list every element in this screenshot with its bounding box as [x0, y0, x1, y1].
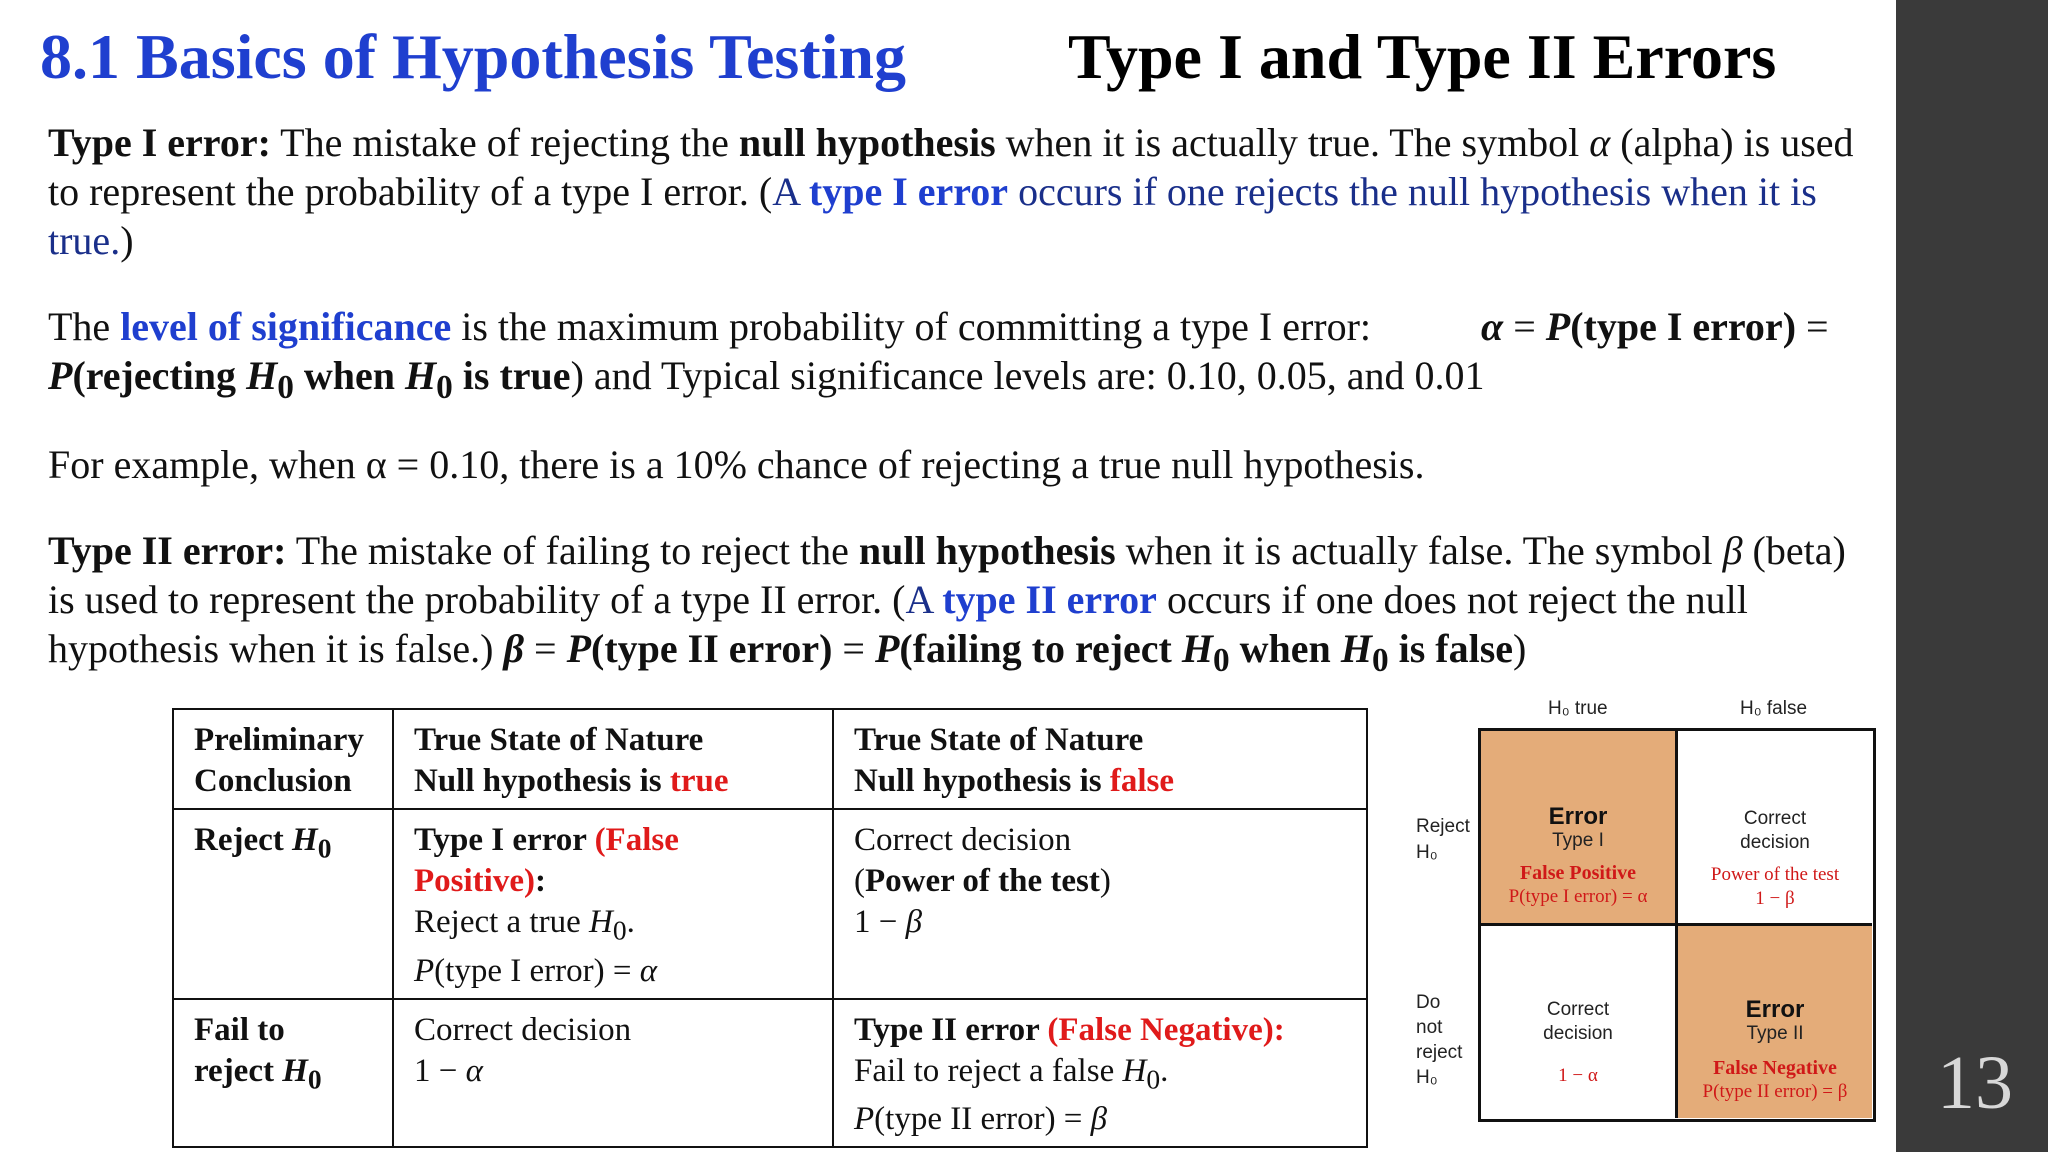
diagram-row-reject: Reject H₀: [1416, 816, 1470, 863]
type-two-error-paragraph: Type II error: The mistake of failing to reject the null hypothesis when it is actually false. The symbol β (beta) is used to represent the probability of a type II error. (A type II error occurs if one does not reject the null hypothesis when it is false.) β = P(type II error) = P(failing to reject $H_0$ when $H_0$ is false): [48, 528, 1846, 679]
slide-subtitle: Type I and Type II Errors: [1068, 21, 1777, 92]
table-header-row: [173, 709, 1367, 809]
cell-fail-to-reject-h0: Fail to reject $H_0$: [173, 999, 393, 1148]
error-diagram: [1400, 690, 1880, 1130]
diagram-row-do-not-reject: Do not reject H₀: [1416, 992, 1463, 1088]
diagram-col-h0-true: H₀ true: [1548, 698, 1608, 719]
cell-correct-decision: Correct decision 1 − α: [393, 999, 833, 1148]
slide-sidebar: [1896, 0, 2048, 1152]
header-h0-false: True State of Nature Null hypothesis is false: [833, 709, 1367, 809]
diagram-grid: [1478, 728, 1876, 1122]
header-preliminary-conclusion: Preliminary Conclusion: [173, 709, 393, 809]
decision-table: [172, 708, 1368, 1148]
diagram-col-h0-false: H₀ false: [1740, 698, 1808, 719]
page-number: 13: [1937, 1041, 2013, 1125]
diagram-cell-type-one: Error Type I False Positive P(type I error) = α: [1481, 731, 1678, 926]
type-one-error-paragraph: Type I error: The mistake of rejecting the null hypothesis when it is actually true. The symbol α (alpha) is used to represent the probability of a type I error. (A type I error occurs if one rejects the null hypothesis when it is true.): [48, 120, 1854, 263]
slide-title: 8.1 Basics of Hypothesis Testing: [40, 21, 906, 92]
diagram-cell-type-two: Error Type II False Negative P(type II error) = β: [1678, 926, 1872, 1118]
table-row-reject: [173, 809, 1367, 999]
diagram-cell-power: Correct decision Power of the test 1 − β: [1678, 731, 1872, 926]
cell-type-one-error: Type I error (False Positive): Reject a true $H_0$. P(type I error) = α: [393, 809, 833, 999]
cell-reject-h0: Reject $H_0$: [173, 809, 393, 999]
header-h0-true: True State of Nature Null hypothesis is true: [393, 709, 833, 809]
cell-type-two-error: Type II error (False Negative): Fail to reject a false $H_0$. P(type II error) = β: [833, 999, 1367, 1148]
cell-power-of-test: Correct decision (Power of the test) 1 − β: [833, 809, 1367, 999]
diagram-cell-correct: Correct decision 1 − α: [1481, 926, 1678, 1118]
table-row-fail-to-reject: [173, 999, 1367, 1148]
example-paragraph: For example, when α = 0.10, there is a 10% chance of rejecting a true null hypothesis.: [48, 442, 1425, 487]
significance-paragraph: The level of significance is the maximum probability of committing a type I error: α = P(type I error) = P(rejecting $H_0$ when $H_0$ is true) and Typical significance levels are: 0.10, 0.05, and 0.01: [48, 304, 1829, 406]
